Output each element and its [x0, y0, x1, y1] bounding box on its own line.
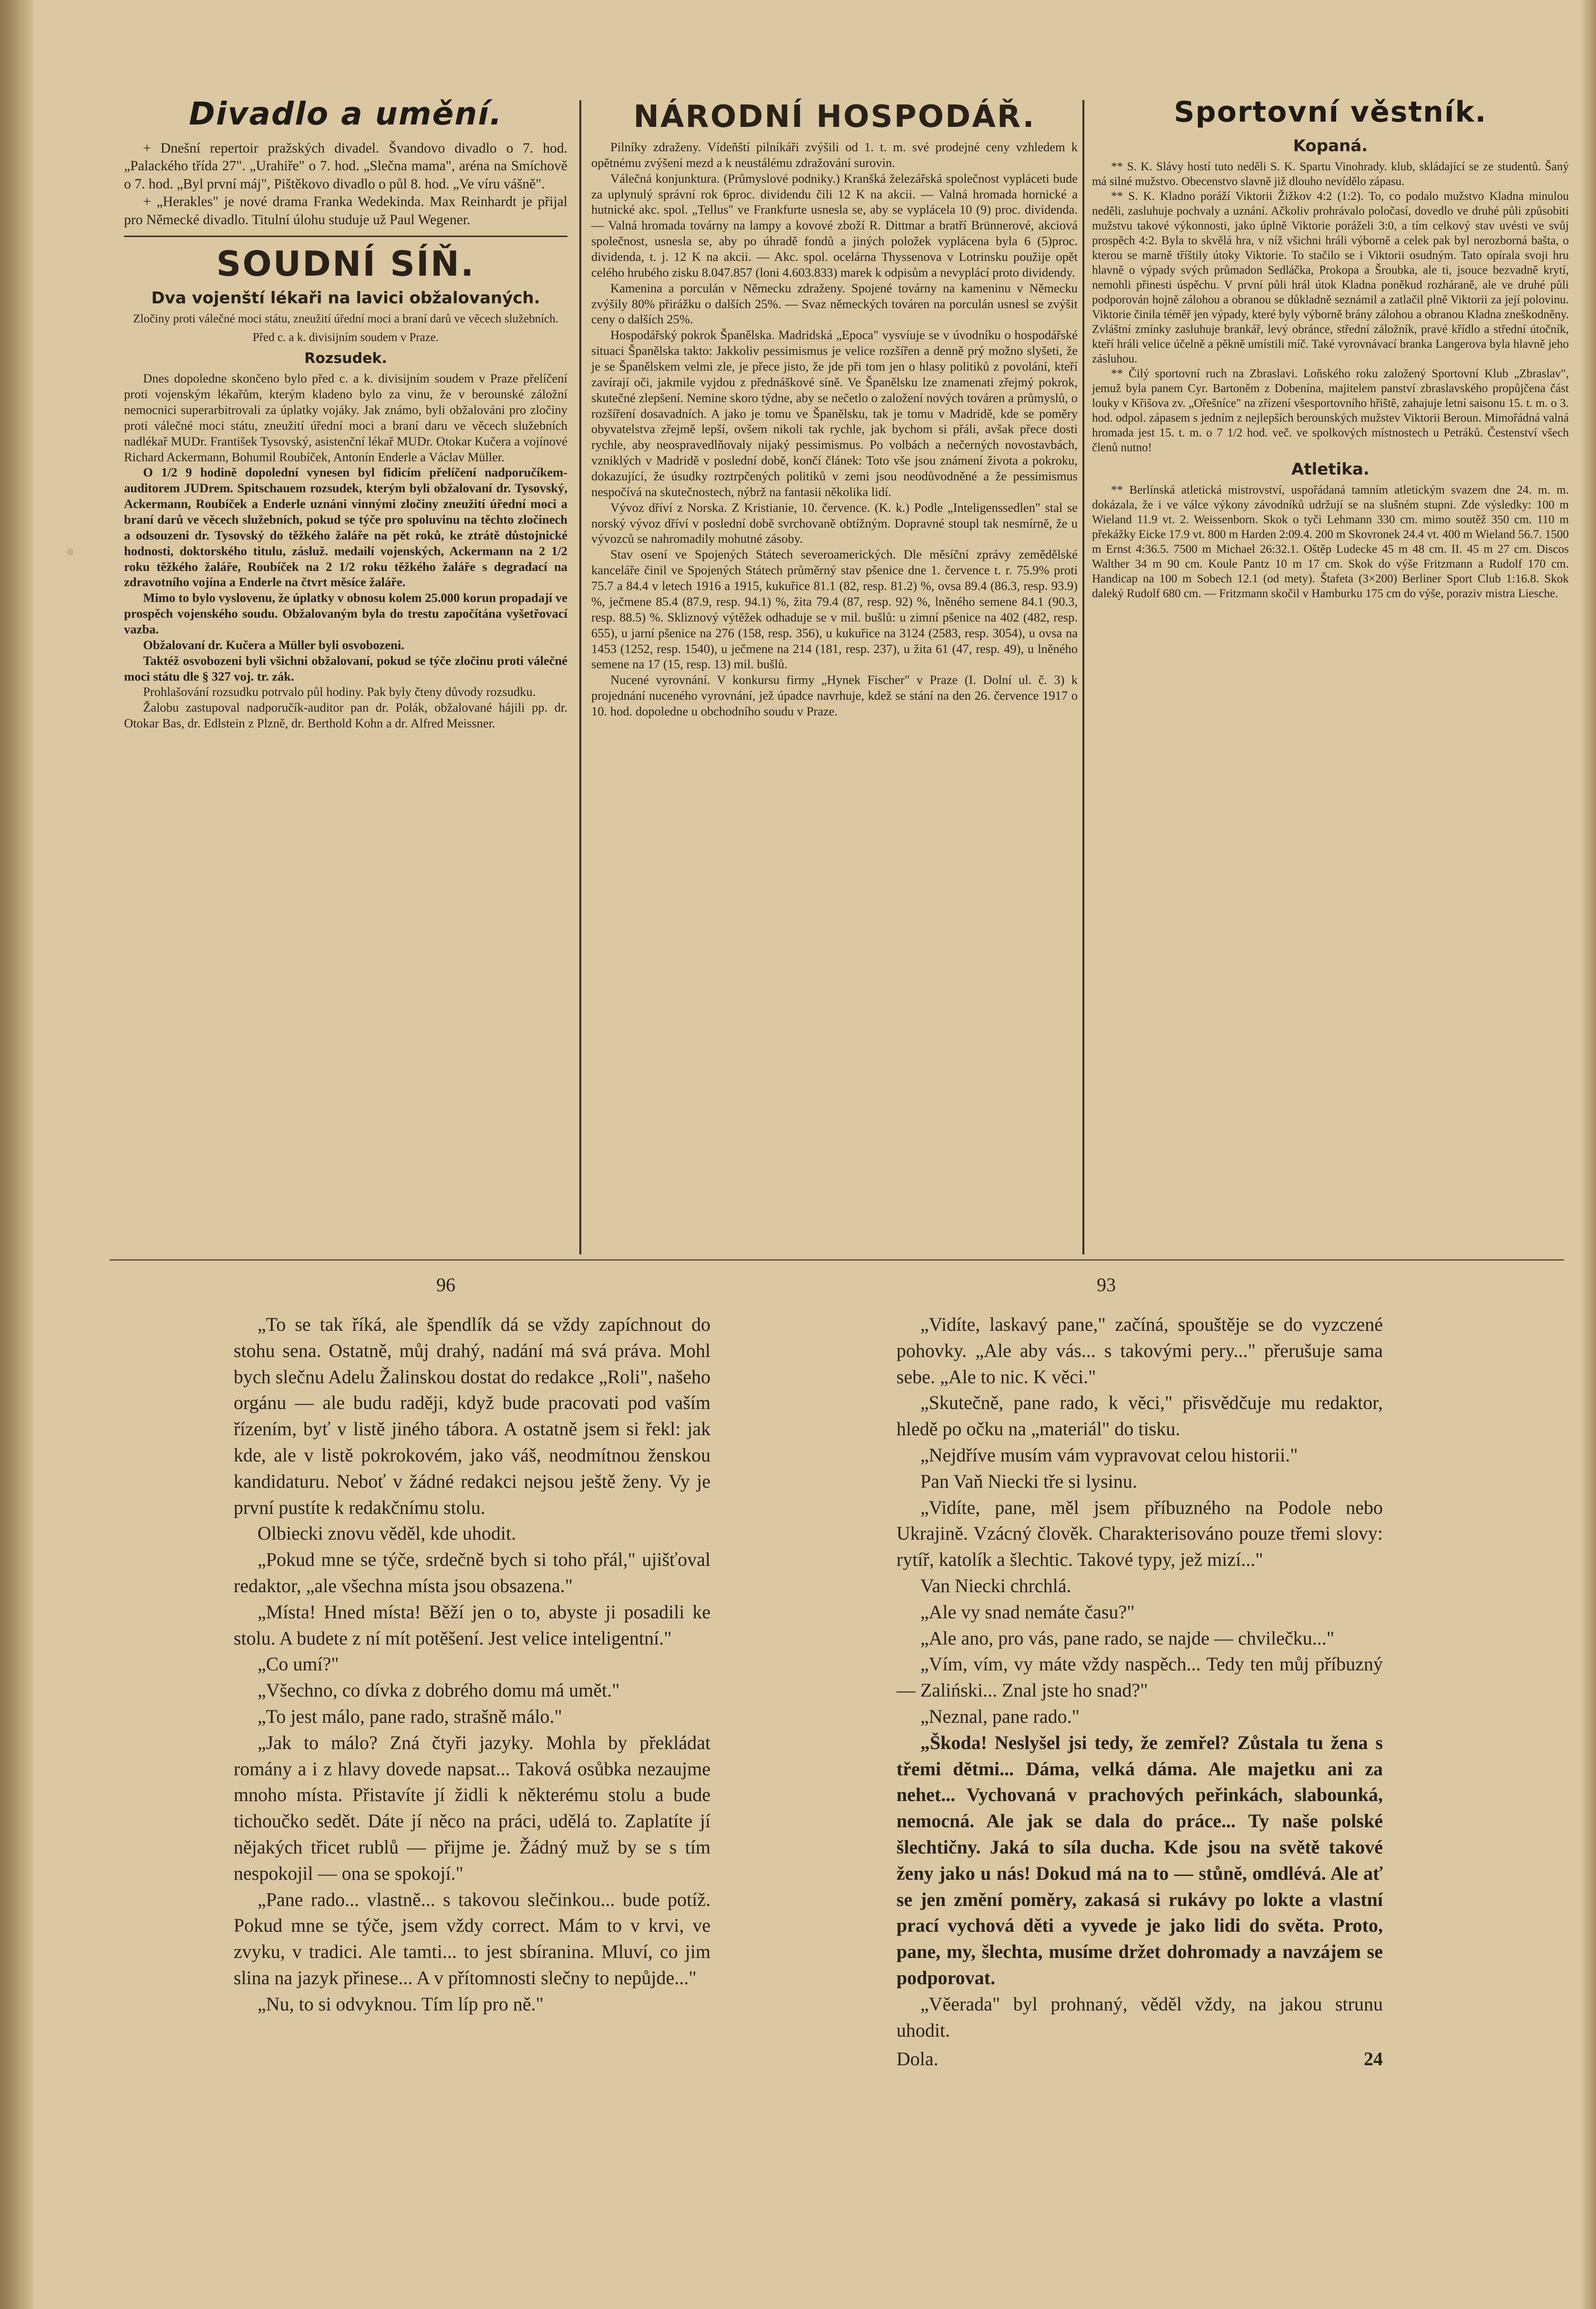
economy-paragraph: Pilníky zdraženy. Vídeňští pilníkáři zvýšili od 1. t. m. své prodejné ceny vzhledem k opětnému zvýšení mezd a k neustálému zdražování surovin. [591, 140, 1078, 170]
economy-paragraph: Stav osení ve Spojených Státech severoamerických. Dle měsíční zprávy zemědělské kanceláře činil ve Spojených Státech průměrný stav pšenice dne 1. července t. r. 75.9% proti 75.7 a 84.4 v letech 1916 a 1915, kukuřice 81.1 (82, resp. 81.2) %, ovsa 89.4 (86.3, resp. 93.9) %, ječmene 85.4 (87.9, resp. 94.1) %, žita 79.4 (87, resp. 92) %, lněného semene 84.1 (90.3, resp. 88.5) %. Skliznový výtěžek odhaduje se v mil. bušlů: u zimní pšenice na 402 (482, resp. 655), u jarní pšenice na 276 (158, resp. 356), u kukuřice na 3124 (2583, resp. 3054), u ovsa na 1453 (1252, resp. 1540), u ječmene na 214 (181, resp. 237), u žita 61 (47, resp. 49), u lněného semene na 17 (15, resp. 13) mil. bušlů. [591, 547, 1078, 672]
court-verdict-heading: Rozsudek. [304, 350, 387, 367]
novel-paragraph: „Místa! Hned místa! Běží jen o to, abyste ji posadili ke stolu. A budete z ní mít potěšení. Jest velice inteligentní." [234, 1601, 710, 1649]
court-paragraph: Mimo to bylo vyslovenu, že úplatky v obnosu kolem 25.000 korun propadají ve prospěch vojenského soudu. Obžalovaným byla do trestu započítána vyšetřovací vazba. [124, 590, 567, 637]
economy-paragraph: Vývoz dříví z Norska. Z Kristianie, 10. července. (K. k.) Podle „Inteligenssedlen" stal se norský vývoz dříví v poslední době svrchovaně obtížným. Dopravné stoupl tak nesmírně, že u vývozců se nahromadily mohutné zásoby. [591, 500, 1078, 546]
novel-paragraph: „Neznal, pane rado." [920, 1705, 1080, 1727]
court-paragraph: O 1/2 9 hodině dopolední vynesen byl fidicím přelíčení nadporučíkem-auditorem JUDrem. Spitschauem rozsudek, kterým byli obžalovaní dr. Tysovský, Ackermann, Roubíček a Enderle uznáni vinnými zločiny zneužití úřední moci a braní darů ve věcech služebních, pokud se týče pro spoluvinu na těchto zločinech a odsouzeni dr. Tysovský do těžkého žaláře na pět roků, ke ztrátě důstojnické hodnosti, doktorského titulu, zásluž. medailí vojenských, Ackermann na 2 1/2 roku těžkého žaláře, Roubíček na 2 1/2 roku těžkého žaláře s degradací na zdravotního vojína a Enderle na čtvrt měsíce žaláře. [124, 465, 567, 590]
signoff-right-number: 24 [1364, 2048, 1383, 2070]
novel-paragraph: Olbiecki znovu věděl, kde uhodit. [257, 1522, 516, 1544]
novel-left-page [234, 1312, 710, 2018]
theatre-item: + „Herakles" je nové drama Franka Wedekinda. Max Reinhardt je přijal pro Německé divadlo. Titulní úlohu studuje už Paul Wegener. [124, 194, 567, 228]
signoff-left-text: Dola. [896, 2048, 938, 2070]
novel-paragraph: „To jest málo, pane rado, strašně málo." [257, 1705, 562, 1727]
court-paragraph: Žalobu zastupoval nadporučík-auditor pan dr. Polák, obžalované hájili pp. dr. Otokar Bas, dr. Edlstein z Plzně, dr. Berthold Kohn a dr. Alfred Meissner. [124, 700, 567, 731]
court-paragraph: Taktéž osvobozeni byli všichni obžalovaní, pokud se týče zločinu proti válečné moci státu dle § 327 voj. tr. zák. [124, 653, 567, 683]
novel-paragraph: „Nu, to si odvyknou. Tím líp pro ně." [257, 1993, 544, 2015]
sport-paragraph: ** S. K. Kladno poráží Viktorii Žižkov 4:2 (1:2). To, co podalo mužstvo Kladna minulou neděli, zasluhuje pochvaly a uznání. Ačkoliv prohrávalo poločasí, dovedlo ve druhé půli způsobiti mužstvu takové výkonnosti, jako úplně Viktorie poráželi 3:0, a tím celkový stav uvésti ve svůj prospěch 4:2. Byla to skvělá hra, v níž všichni hráli výborně a celek pak byl nerozborná bašta, o kterou se marně tříštily útoky Viktorie. To stačilo se i Viktorii osudným. Tato opírala svoji hru hlavně o výpady svých průmadon Sedláčka, Prokopa a Šroubka, ale ti, jsouce bezvadně krytí, nemohli přinesti úspěchu. V první půli hrál útok Kladna poněkud rozháraně, ale ve druhé půli podporován hojně zálohou a obranou se důkladně seznámil a zatlačil plně Viktorii za její polovinu. Viktorie činila téměř jen výpady, které byly výborně brány zálohou a obranou Kladna zneškodněny. Zvláštní zmínky zasluhuje brankář, levý obránce, střední záložník, pravé křídlo a střední útočník, kteří hráli velice účelně a pěkně umístili míč. Také vyrovnávací branka Langerova byla hlavně jeho zásluhou. [1092, 190, 1569, 365]
novel-paragraph: „Jak to málo? Zná čtyři jazyky. Mohla by překládat romány a i z hlavy dovede napsat... Taková osůbka nezaujme mnoho místa. Přistavíte jí židli k některému stolu a bude tichoučko sedět. Dáte jí něco na práci, udělá to. Zaplatíte jí nějakých třicet rublů — přijme je. Žádný muž by se s tím nespokojil — ona se spokojí." [234, 1731, 710, 1884]
athletics-heading: Atletika. [1291, 460, 1369, 479]
novel-paragraph: „Pokud mne se týče, srdečně bych si toho přál," ujišťoval redaktor, „ale všechna místa jsou obsazena." [234, 1549, 710, 1596]
page-right-edge [1582, 0, 1596, 2309]
column-rule-1 [579, 100, 581, 1254]
novel-paragraph: „Vím, vím, vy máte vždy naspěch... Tedy ten můj příbuzný — Zaliński... Znal jste ho snad?" [896, 1653, 1383, 1701]
court-paragraph: Obžalovaní dr. Kučera a Müller byli osvobozeni. [143, 637, 404, 652]
novel-paragraph: „Ale ano, pro vás, pane rado, se najde — chvilečku..." [920, 1627, 1335, 1649]
novel-paragraph: „Skutečně, pane rado, k věci," přisvědčuje mu redaktor, hledě po očku na „materiál" do tisku. [896, 1392, 1383, 1440]
column-rule-2 [1082, 100, 1084, 1254]
court-headline: Dva vojenští lékaři na lavici obžalovaných. [151, 289, 540, 308]
athletics-paragraph: ** Berlínská atletická mistrovství, uspořádaná tamním atletickým svazem dne 24. m. m. dokázala, že i ve válce výkony závodníků udržují se na slušném stupni. Zde výsledky: 100 m Wieland 11.9 vt. 2. Weissenborn. Skok o tyči Lehmann 330 cm. mimo soutěž 350 cm. 110 m překážky Eicke 17.9 vt. 800 m Harden 2:09.4. 200 m Skovronek 24.4 vt. 400 m Wieland 56.7. 1500 m Ernst 4:36.5. 7500 m Michael 26:32.1. Oštěp Ludecke 45 m 48 cm. II. 45 m 27 cm. Discos Walther 34 m 90 cm. Koule Pantz 10 m 17 cm. Skok do výše Fritzmann a Rudolf 170 cm. Handicap na 100 m Sobech 12.1 (od mety). Štafeta (3×200) Berliner Sport Club 1:16.8. Skok daleký Rudolf 680 cm. — Fritzmann skočil v Hamburku 175 cm do výše, poraziv mistra Liesche. [1092, 484, 1569, 600]
right-column [1092, 95, 1569, 601]
divider [124, 236, 567, 237]
economy-paragraph: Válečná konjunktura. (Průmyslové podniky.) Kranšká železářská společnost vypláceti bude za uplynulý správní rok 6proc. dividendu čili 12 K na akcii. — Valná hromada hornické a hutnické akc. spol. „Tellus" ve Frankfurte usnesla se, aby se vyplácela 10 (9) proc. dividenda. — Valná hromada továrny na lampy a kovové zboží R. Dittmar a bratří Brünnerové, akciová společnost, usnesla se, aby po úhradě fondů a jiných položek vyplácena byla 6 (5)proc. dividenda, t. j. 12 K na akcii. — Akc. spol. ocelárna Thyssenova v Lotrinsku použije opět celého hrubého zisku 8.047.857 (loni 4.603.833) marek k odpisům a nevyplácí proto dividendy. [591, 171, 1078, 280]
novel-paragraph: „To se tak říká, ale špendlík dá se vždy zapíchnout do stohu sena. Ostatně, můj drahý, nadání má svá práva. Mohl bych slečnu Adelu Žalinskou dostat do redakce „Roli", našeho orgánu — ale budu raději, když bude pracovati pod vaším řízením, byť v listě jiného tábora. A ostatně jsem si řekl: jak kde, ale v listě pokrokovém, jako váš, neodmítnou ženskou kandidaturu. Neboť v žádné redakci nejsou ještě ženy. Vy je první pustíte k redakčnímu stolu. [234, 1314, 710, 1518]
sport-paragraph: ** S. K. Slávy hostí tuto neděli S. K. Spartu Vinohrady. klub, skládající se ze studentů. Šaný má silné mužstvo. Obecenstvo slavně již dlouho nevídělo zápasu. [1092, 160, 1569, 188]
sport-paragraph: ** Čilý sportovní ruch na Zbraslavi. Loňského roku založený Sportovní Klub „Zbraslav", jemuž byla panem Cyr. Bartoněm z Dobenína, majitelem panství zbraslavského propůjčena část louky v Křišova zv. „Ořešníce" na zřízení všesportovního hřiště, zahajuje letní saisonu 15. t. m. o 3. hod. odpol. zápasem s jedním z nejlepších berounských mužstev Viktorii Beroun. Mimořádná valná hromada jest 15. t. m. o 7 1/2 hod. več. ve spolkových místnostech u Petráků. Čestenství všech členů nutno! [1092, 367, 1569, 454]
novel-paragraph: „Nejdříve musím vám vypravovat celou historii." [920, 1444, 1298, 1466]
court-place: Před c. a k. divisijním soudem v Praze. [252, 331, 439, 344]
page-number-right: 93 [1097, 1274, 1116, 1295]
page-bottom-rule [110, 1259, 1564, 1261]
novel-paragraph: Van Niecki chrchlá. [920, 1574, 1071, 1596]
theatre-item: + Dnešní repertoir pražských divadel. Švandovo divadlo o 7. hod. „Palackého třída 27". „Urahiře" o 7. hod. „Slečna mama", aréna na Smíchově o 7. hod. „Byl první máj", Pištěkovo divadlo o půl 8. hod. „Ve víru vášně". [124, 141, 567, 192]
paper-stain [67, 549, 73, 555]
economy-paragraph: Nucené vyrovnání. V konkursu firmy „Hynek Fischer" v Praze (I. Dolní ul. č. 3) k projednání nuceného vyrovnání, jež úpadce navrhuje, kdež se stání na den 26. července 1917 o 10. hod. dopoledne u obchodního soudu v Praze. [591, 673, 1078, 718]
economy-paragraph: Kamenina a porculán v Německu zdraženy. Spojené továrny na kameninu v Německu zvýšily 80% přirážku o dalších 25%. — Svaz německých továren na porculán usnesl se zvýšit ceny o dalších 25%. [591, 280, 1078, 327]
novel-paragraph: „Vidíte, pane, měl jsem příbuzného na Podole nebo Ukrajině. Vzácný člověk. Charakterisováno pouze třemi slovy: rytíř, katolík a šlechtic. Takové typy, jež mizí..." [896, 1496, 1383, 1571]
page-number-left: 96 [436, 1274, 455, 1295]
page-left-edge [0, 0, 33, 2309]
left-column [124, 95, 567, 731]
economy-section-title: NÁRODNÍ HOSPODÁŘ. [633, 99, 1036, 135]
middle-column [591, 95, 1078, 719]
novel-paragraph: Pan Vaň Niecki tře si lysinu. [920, 1470, 1137, 1492]
novel-paragraph: „Všechno, co dívka z dobrého domu má umět." [257, 1679, 620, 1701]
novel-paragraph: „Věerada" byl prohnaný, věděl vždy, na jakou strunu uhodit. [896, 1993, 1383, 2041]
novel-paragraph: „Ale vy snad nemáte času?" [920, 1601, 1135, 1623]
novel-right-page [896, 1312, 1383, 2072]
football-heading: Kopaná. [1293, 136, 1368, 155]
court-summary: Zločiny proti válečné moci státu, zneužití úřední moci a braní darů ve věcech služebních. [133, 312, 559, 326]
theatre-section-title: Divadlo a umění. [189, 95, 503, 132]
court-paragraph: Prohlašování rozsudku potrvalo půl hodiny. Pak byly čteny důvody rozsudku. [143, 684, 536, 699]
novel-paragraph: „Vidíte, laskavý pane," začíná, spouštěje se do vyzczené pohovky. „Ale aby vás... s takovými pery..." přerušuje sama sebe. „Ale to nic. K věci." [896, 1314, 1383, 1387]
economy-paragraph: Hospodářský pokrok Španělska. Madridská „Epoca" vysvíuje se v úvodníku o hospodářské situaci Španělska takto: Jakkoliv pessimismus je velice rozšířen a denně prý možno slyšeti, že je se Španělskem velmi zle, je přece jisto, že jde při tom jen o hlasy politiků z povolání, kteří zavírají oči, jakmile vyjdou z přednáškové síně. Ve Španělsku lze znamenati zřejmý pokrok, skutečné zlepšení. Nemine skoro týdne, aby se nečetlo o založení nových továren a průmyslů, o rozšíření dosavadních. A jako je tomu ve Španělsku, tak je tomu v Madridě, kde se poměry obyvatelstva zřejmě lepší, ovšem nikoli tak rychle, jak bychom si přáli, avšak přece dosti rychle, aby neospravedlňovaly nijaký pessimismus. Po volbách a nečerných novostavbách, vzniklých v Madridě v poslední době, končí článek: Toto vše jsou známení života a pokroku, dokazující, že úsudky roztrpčených politiků v zemi jsou neodůvodněné a že pessimismus nespočívá na skutečnostech, nýbrž na fantasii několika lidí. [591, 328, 1078, 499]
court-paragraph: Dnes dopoledne skončeno bylo před c. a k. divisijním soudem v Praze přelíčení proti vojenským lékařům, kterým kladeno bylo za vinu, že v berounské záložní nemocnici superarbitrovali za úplatky vojáky. Jak známo, byli obžalováni pro zločiny proti válečné moci státu, zneužití úřední moci a braní daru ve věcech služebních nadlékař MUDr. František Tysovský, asistenční lékař MUDr. Otokar Kučera a vojínové Richard Ackermann, Bohumil Roubíček, Antonín Enderle a Václav Müller. [124, 371, 567, 464]
novel-paragraph: „Škoda! Neslyšel jsi tedy, že zemřel? Zůstala tu žena s třemi dětmi... Dáma, velká dáma. Ale majetku ani za nehet... Vychovaná v prachových peřinkách, slabounká, nemocná. Ale jak se dala do práce... Ty naše polské šlechtičny. Jaká to síla ducha. Kde jsou na světě takové ženy jako u nás! Dokud má na to — stůně, omdlévá. Ale ať se jen změní poměry, zakasá si rukávy po lokte a vlastní prací vychová děti a vyvede je jako lidi do světa. Proto, pane, my, šlechta, musíme držet dohromady a navzájem se podporovat. [896, 1731, 1383, 1988]
novel-paragraph: „Co umí?" [257, 1653, 339, 1675]
court-section-title: SOUDNÍ SÍŇ. [216, 244, 475, 284]
sport-section-title: Sportovní věstník. [1174, 95, 1487, 129]
novel-paragraph: „Pane rado... vlastně... s takovou slečinkou... bude potíž. Pokud mne se týče, jsem vždy correct. Mám to v krvi, ve zvyku, v tradici. Ale tamti... to jest sbíranina. Mluví, co jim slina na jazyk přinese... A v přítomnosti slečny to nepůjde..." [234, 1888, 710, 1988]
novel-signoff [896, 2046, 1383, 2072]
